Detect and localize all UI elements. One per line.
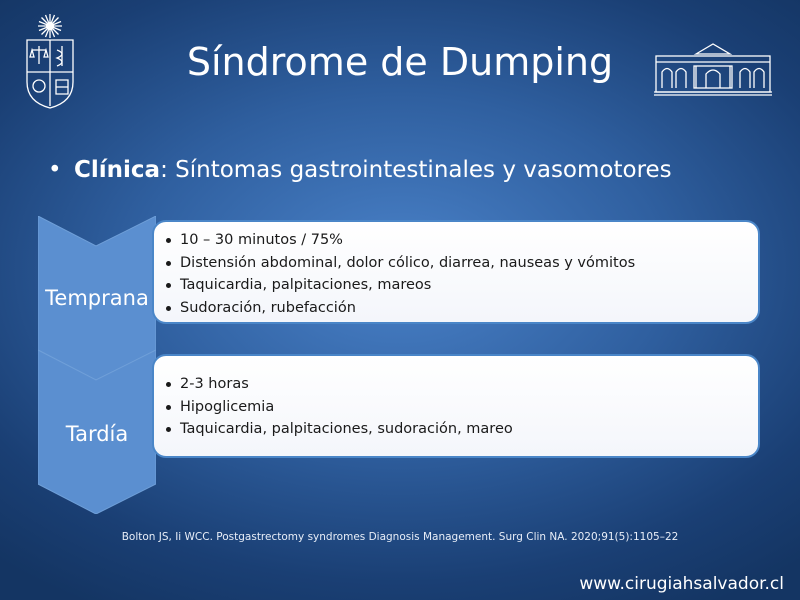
list-item: Distensión abdominal, dolor cólico, diarrea, nauseas y vómitos [164,252,748,275]
list-item: 10 – 30 minutos / 75% [164,229,748,252]
list-item: Sudoración, rubefacción [164,297,748,320]
footer-url[interactable]: www.cirugiahsalvador.cl [579,574,784,594]
citation: Bolton JS, Ii WCC. Postgastrectomy syndromes Diagnosis Management. Surg Clin NA. 2020;91(5):1105–22 [121,531,679,543]
stage-label-temprana: Temprana [45,286,149,310]
list-item: 2-3 horas [164,373,748,396]
slide-title: Síndrome de Dumping [186,40,614,84]
university-crest-icon [22,10,78,110]
list-item: Taquicardia, palpitaciones, sudoración, mareo [164,418,748,441]
list-item: Hipoglicemia [164,396,748,419]
bullet-marker: • [48,157,62,183]
list-item: Taquicardia, palpitaciones, mareos [164,274,748,297]
tardia-list [164,373,748,441]
bullet-bold-label: Clínica [74,157,161,183]
bullet-text: : Síntomas gastrointestinales y vasomotores [160,157,672,183]
stage-label-tardia: Tardía [65,422,129,446]
temprana-list [164,229,748,319]
stage-card-temprana [152,220,760,324]
stage-card-tardia [152,354,760,458]
clinica-bullet [48,157,672,183]
